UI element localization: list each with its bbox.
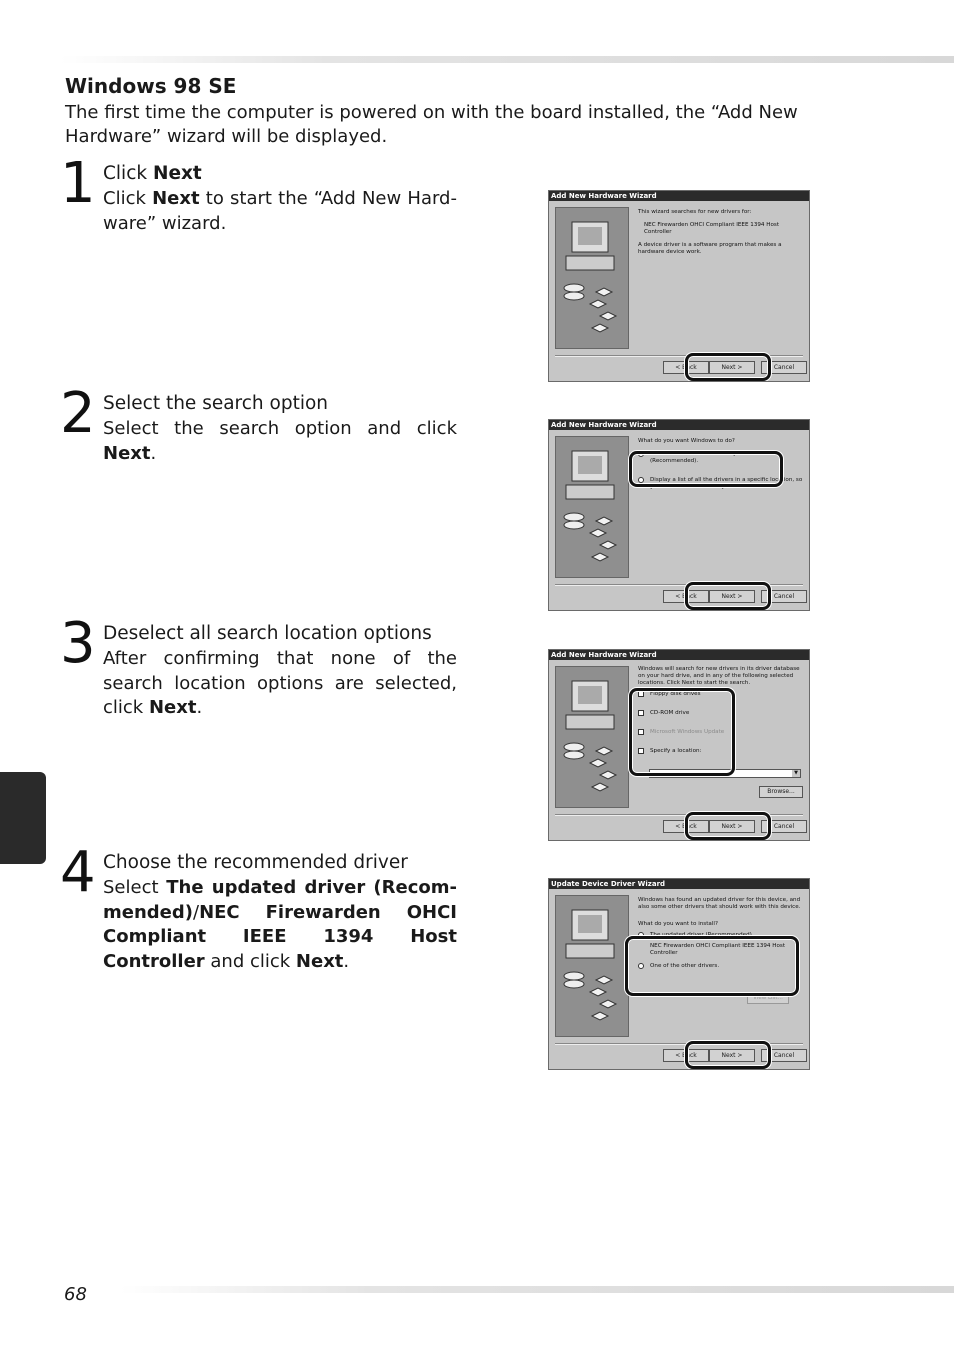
cancel-button[interactable]: Cancel (761, 361, 807, 374)
next-callout (685, 582, 771, 610)
next-callout (685, 353, 771, 381)
view-list-button[interactable]: View List... (747, 993, 789, 1004)
options-callout (629, 688, 735, 776)
windows-update-checkbox[interactable]: Microsoft Windows Update (638, 729, 806, 736)
step-number: 3 (60, 611, 96, 676)
back-button[interactable]: < Back (663, 1049, 709, 1062)
dialog-body: Windows will search for new drivers in its driver database on your hard drive, and in any of the following selected locations. Click Next to start the search. Floppy disk drives CD-ROM drive Microsoft Windows Update Specify a location: (638, 666, 806, 763)
next-button[interactable]: Next > (709, 590, 755, 603)
dialog-body: This wizard searches for new drivers for: NEC Firewarden OHCI Compliant IEEE 1394 Host Controller A device driver is a software program that makes a hardware device work. (638, 209, 782, 255)
other-drivers-radio[interactable]: One of the other drivers. (638, 963, 806, 970)
step-body: Select the search option and click Next. (103, 418, 457, 464)
dialog-title: Add New Hardware Wizard (549, 420, 809, 430)
step-title: Select the search option (103, 393, 329, 414)
cancel-button[interactable]: Cancel (761, 820, 807, 833)
cdrom-checkbox[interactable]: CD-ROM drive (638, 710, 806, 717)
page-number: 68 (64, 1284, 87, 1305)
next-callout (685, 812, 771, 840)
back-button[interactable]: < Back (663, 590, 709, 603)
dialog-body: Windows has found an updated driver for this device, and also some other drivers that should work with this device. What do you want to install? The updated driver (Recommended) NEC Firewarden OHCI Compliant IEEE 1394 Host Controller One of the other drivers. (638, 897, 806, 978)
chapter-tab (0, 772, 46, 864)
back-button[interactable]: < Back (663, 820, 709, 833)
step-number: 2 (60, 381, 96, 446)
dialog-title: Add New Hardware Wizard (549, 650, 809, 660)
back-button[interactable]: < Back (663, 361, 709, 374)
add-hardware-wizard-screenshot-2 (548, 419, 810, 611)
step-body: After confirming that none of the search location options are selected, click Next. (103, 648, 457, 719)
add-hardware-wizard-screenshot-1 (548, 190, 810, 382)
computer-illustration-icon (555, 895, 629, 1037)
display-list-radio[interactable]: Display a list of all the drivers in a specific location, so you can select the driver you want. (638, 477, 806, 491)
floppy-checkbox[interactable]: Floppy disk drives (638, 691, 806, 698)
update-driver-wizard-screenshot (548, 878, 810, 1070)
section-heading: Windows 98 SE (65, 74, 237, 98)
bottom-rule (120, 1286, 954, 1293)
next-button[interactable]: Next > (709, 361, 755, 374)
step-title: Click Next (103, 163, 202, 184)
step-body: Select The updated driver (Recom-mended)/NEC Firewarden OHCI Compliant IEEE 1394 Host Controller and click Next. (103, 877, 457, 972)
step-title: Deselect all search location options (103, 623, 432, 644)
updated-driver-radio[interactable]: The updated driver (Recommended) (638, 932, 806, 939)
next-button[interactable]: Next > (709, 1049, 755, 1062)
dialog-title: Update Device Driver Wizard (549, 879, 809, 889)
computer-illustration-icon (555, 207, 629, 349)
add-hardware-wizard-screenshot-3 (548, 649, 810, 841)
step-body: Click Next to start the “Add New Hard-ware” wizard. (103, 188, 457, 234)
cancel-button[interactable]: Cancel (761, 590, 807, 603)
search-best-driver-radio[interactable]: Search for the best driver for your device. (Recommended). (638, 451, 806, 465)
cancel-button[interactable]: Cancel (761, 1049, 807, 1062)
step-number: 4 (60, 840, 96, 905)
chevron-down-icon[interactable]: ▼ (792, 770, 800, 777)
specify-location-checkbox[interactable]: Specify a location: (638, 748, 806, 755)
option-callout (625, 936, 799, 996)
option-callout (629, 451, 783, 487)
next-button[interactable]: Next > (709, 820, 755, 833)
intro-paragraph: The first time the computer is powered on with the board installed, the “Add New Hardware” wizard will be displayed. (65, 102, 798, 147)
dialog-title: Add New Hardware Wizard (549, 191, 809, 201)
step-number: 1 (60, 151, 96, 216)
step-title: Choose the recommended driver (103, 852, 408, 873)
computer-illustration-icon (555, 436, 629, 578)
next-callout (685, 1041, 771, 1069)
browse-button[interactable]: Browse... (759, 786, 803, 798)
computer-illustration-icon (555, 666, 629, 808)
top-rule (60, 56, 954, 63)
dialog-body: What do you want Windows to do? Search for the best driver for your device. (Recommended). Display a list of all the drivers in a specific location, so you can select the driver you want. (638, 438, 806, 499)
